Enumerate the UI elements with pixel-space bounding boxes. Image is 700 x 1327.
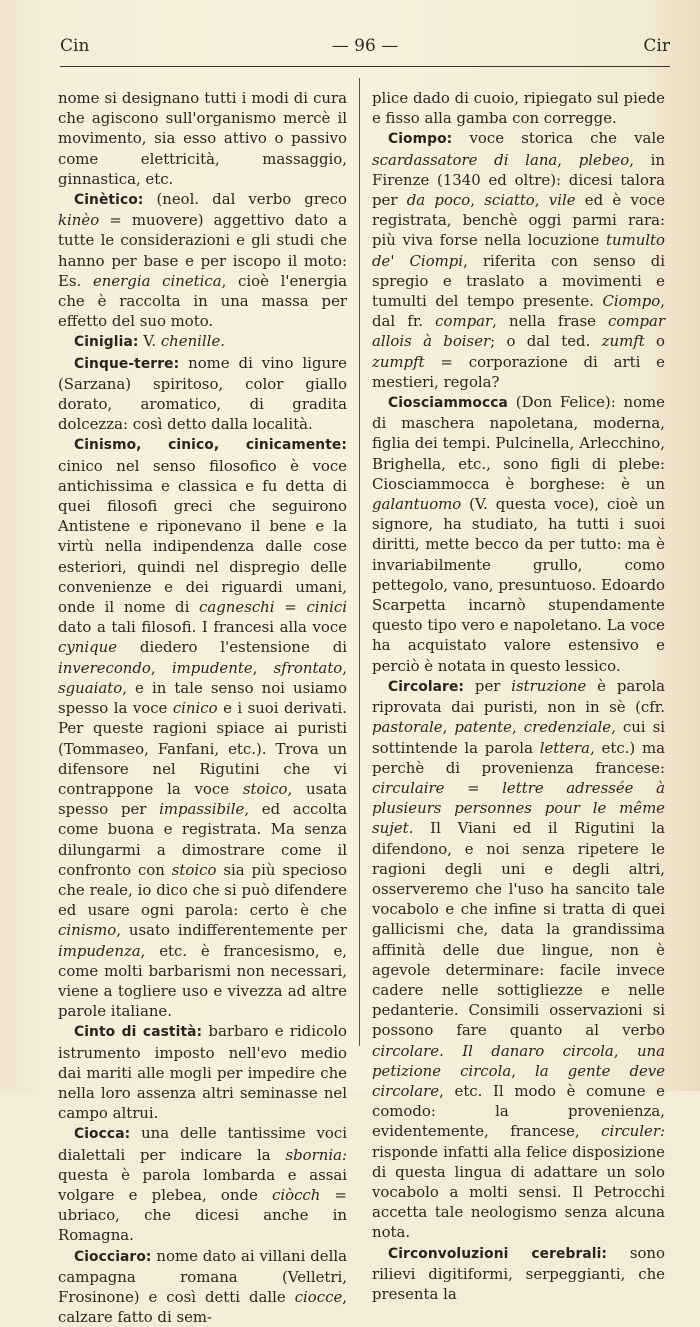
- dictionary-entry: [58, 1123, 347, 1245]
- entry-text: (neol. dal verbo greco: [143, 190, 347, 209]
- dictionary-entry: [58, 434, 347, 1021]
- italic-term: energia cinetica: [92, 271, 222, 290]
- entry-headword: Cinismo, cinico, cinicamente:: [74, 437, 347, 454]
- entry-text: o: [644, 332, 666, 351]
- dictionary-entry: [58, 88, 347, 189]
- entry-text: sono rilievi digitiformi, serpeggianti, che presenta la: [372, 1243, 665, 1303]
- entry-text: ,: [511, 718, 524, 737]
- entry-headword: Cinto di castità:: [74, 1024, 203, 1041]
- entry-text: ed è voce registrata, benchè oggi parmi rara: più viva forse nella locuzione: [372, 191, 666, 250]
- entry-text: ,: [442, 718, 455, 737]
- dictionary-entry: [372, 128, 665, 392]
- entry-headword: Ciosciammocca: [388, 395, 508, 412]
- entry-text: V.: [138, 332, 161, 351]
- italic-term: cinici: [306, 598, 348, 617]
- entry-text: , etc.) ma perchè di provenienza francese:: [372, 738, 665, 777]
- entry-text: ,: [470, 191, 485, 210]
- entry-headword: Circolare:: [388, 678, 465, 695]
- entry-headword: Cinètico:: [74, 192, 144, 209]
- italic-term: Ciompo: [602, 292, 661, 311]
- entry-text: voce storica che vale: [452, 129, 665, 148]
- italic-term: impassibile: [159, 800, 245, 819]
- entry-text: nome di vino ligure (Sarzana) spiritoso, color giallo dorato, aromatico, di gradita dolcezza: così detto dalla località.: [58, 353, 347, 434]
- entry-text: = ubriaco, che dicesi anche in Romagna.: [58, 1185, 348, 1245]
- italic-term: cynique: [58, 638, 118, 657]
- italic-term: sciatto: [484, 191, 535, 210]
- italic-term: patente: [454, 718, 512, 737]
- italic-term: circulaire: [372, 778, 445, 797]
- entry-text: questa è parola lombarda e assai volgare e plebea, onde: [58, 1165, 347, 1204]
- italic-term: una petizione circola: [372, 1041, 666, 1080]
- italic-term: circuler:: [601, 1122, 665, 1141]
- italic-term: credenziale: [523, 718, 612, 737]
- entry-headword: Ciocca:: [74, 1126, 131, 1143]
- entry-text: ,: [534, 191, 549, 210]
- italic-term: cinico: [172, 699, 218, 718]
- italic-term: ciòcch: [272, 1185, 321, 1204]
- left-column: [58, 88, 347, 1327]
- entry-text: una delle tantissime voci dialettali per indicare la: [58, 1124, 347, 1164]
- dictionary-entry: [372, 1243, 665, 1305]
- entry-text: Il Viani ed il Rigutini la difendono, e noi senza ripetere le ragioni degli uni e degli altri, osserveremo che l'uso ha sancito tale vocabolo e che infine si tratta di quei gallicismi che, data la grandissima affinità delle due lingue, non è agevole determinare: facile invece cadere nelle sottigliezze e nelle pedanterie. Consimili osservazioni si possono fare quanto al verbo: [372, 819, 665, 1040]
- dictionary-entry: [58, 353, 347, 435]
- italic-term: sfrontato: [273, 658, 343, 677]
- entry-headword: Ciompo:: [388, 131, 453, 148]
- italic-term: compar: [435, 312, 493, 331]
- entry-headword: Ciocciaro:: [74, 1248, 152, 1265]
- page-number: — 96 —: [331, 36, 399, 56]
- entry-text: cinico nel senso filosofico è voce antichissima e classica e fu detta di quei filosofi greci che seguirono Antistene e riponevano il bene e la virtù nella indipendenza dalle cose esteriori, quindi nel dispregio delle convenienze e dei riguardi umani, onde il nome di: [58, 456, 347, 617]
- italic-term: cinismo: [58, 921, 117, 940]
- italic-term: scardassatore di lana: [372, 150, 558, 169]
- entry-text: risponde infatti alla felice disposizione di questa lingua di adattare un solo vocabolo a molti sensi. Il Petrocchi accetta tale neologismo senza alcuna nota.: [372, 1142, 665, 1242]
- italic-term: chenille.: [160, 332, 225, 351]
- entry-text: dato a tali filosofi. I francesi alla voce: [58, 618, 347, 637]
- running-header: [60, 36, 670, 58]
- italic-term: pastorale: [372, 718, 443, 737]
- italic-term: inverecondo: [58, 658, 151, 677]
- entry-text: =: [444, 778, 503, 797]
- italic-term: da poco: [406, 191, 471, 210]
- entry-text: nome si designano tutti i modi di cura che agiscono sull'organismo mercè il movimento, sia esso attivo o passivo come elettricità, massaggio, ginnastica, etc.: [58, 89, 347, 188]
- entry-text: , etc. è francesismo, e, come molti barbarismi non necessari, viene a togliere uso e vivezza ad altre parole italiane.: [58, 941, 347, 1021]
- entry-text: barbaro e ridicolo istrumento imposto nell'evo medio dai mariti alle mogli per impedire che nella loro assenza altri seminasse nel campo altrui.: [58, 1022, 347, 1123]
- entry-text: , usato indifferentemente per: [116, 921, 347, 940]
- entry-text: diedero l'estensione di: [117, 638, 347, 657]
- italic-term: sbornia:: [285, 1145, 347, 1164]
- entry-text: ,: [613, 1041, 637, 1060]
- italic-term: stoico: [171, 860, 217, 879]
- entry-text: , in Firenze (1340 ed oltre): dicesi talora per: [372, 150, 666, 210]
- italic-term: zumft: [601, 332, 645, 351]
- italic-term: plebeo: [578, 150, 630, 169]
- dictionary-entry: [372, 392, 665, 676]
- entry-text: sia più specioso che reale, io dico che si può difendere ed usare ogni parola: certo è che: [58, 860, 348, 920]
- entry-text: ,: [342, 658, 347, 677]
- entry-text: =: [274, 598, 307, 617]
- entry-text: ,: [150, 658, 172, 677]
- entry-text: ,: [511, 1061, 536, 1080]
- italic-term: la gente deve circolare: [372, 1061, 666, 1100]
- entry-text: (Don Felice): nome di maschera napoletana, moderna, figlia dei tempi. Pulcinella, Arlecchino, Brighella, etc., sono figli di plebe: Ciosciammocca è borghese: è un: [372, 393, 665, 493]
- italic-term: lettre adressée à plusieurs personnes pour le même sujet.: [372, 778, 665, 838]
- entry-text: ,: [557, 150, 579, 169]
- dictionary-entry: [372, 676, 665, 1243]
- dictionary-entry: [58, 1246, 347, 1327]
- header-rule: [60, 66, 670, 67]
- italic-term: lettera: [539, 738, 591, 757]
- entry-headword: Cinque-terre:: [74, 355, 180, 372]
- italic-term: stoico: [242, 779, 288, 798]
- italic-term: kinèo: [58, 211, 100, 230]
- italic-term: circolare: [372, 1041, 440, 1060]
- italic-term: compar allois à boiser: [372, 312, 665, 351]
- column-separator: [359, 78, 360, 1046]
- entry-text: , cui si sottintende la parola: [372, 718, 666, 757]
- italic-term: cagneschi: [199, 598, 275, 617]
- italic-term: tumulto de' Ciompi: [372, 231, 665, 270]
- entry-text: nome dato ai villani della campagna romana (Velletri, Frosinone) e così detti dalle: [58, 1246, 347, 1306]
- right-column: [372, 88, 665, 1304]
- entry-text: = muovere) aggettivo dato a tutte le considerazioni e gli studi che hanno per base e per iscopo il moto: Es.: [58, 211, 347, 290]
- dictionary-entry: [372, 88, 665, 128]
- italic-term: impudente: [171, 658, 253, 677]
- italic-term: galantuomo: [372, 495, 462, 514]
- entry-text: , cioè l'energia che è raccolta in una massa per effetto del suo moto.: [58, 271, 347, 331]
- dictionary-entry: [58, 1021, 347, 1123]
- entry-text: , dal fr.: [372, 292, 665, 331]
- entry-text: e i suoi derivati. Per queste ragioni spiace ai puristi (Tommaseo, Fanfani, etc.). Trova un difensore nel Rigutini che vi contrappone la voce: [58, 699, 348, 798]
- entry-text: ; o dal ted.: [490, 332, 602, 351]
- dictionary-entry: [58, 189, 347, 331]
- italic-term: ciocce: [294, 1287, 343, 1306]
- header-left-guideword: Cin: [60, 36, 90, 56]
- italic-term: impudenza: [58, 941, 141, 960]
- entry-text: = corporazione di arti e mestieri, regola?: [372, 352, 665, 391]
- dictionary-entry: [58, 331, 347, 352]
- entry-text: , usata spesso per: [58, 779, 347, 819]
- italic-term: Il danaro circola: [462, 1041, 614, 1060]
- italic-term: zumpft: [372, 352, 425, 371]
- italic-term: sguaiato: [58, 678, 123, 697]
- entry-text: , ed accolta come buona e registrata. Ma senza dilungarmi a dimostrare come il confronto con: [58, 800, 347, 879]
- entry-text: plice dado di cuoio, ripiegato sul piede e fisso alla gamba con corregge.: [372, 89, 665, 128]
- entry-text: , calzare fatto di sem-: [58, 1287, 347, 1327]
- entry-text: , e in tale senso noi usiamo spesso la voce: [58, 678, 347, 718]
- header-right-guideword: Cir: [643, 36, 670, 56]
- entry-headword: Ciniglia:: [74, 334, 139, 351]
- italic-term: vile: [548, 191, 576, 210]
- entry-text: è parola riprovata dai puristi, non in sè (cfr.: [372, 676, 665, 717]
- entry-text: , nella frase: [492, 312, 609, 331]
- entry-text: , etc. Il modo è comune e comodo: la provenienza, evidentemente, francese,: [372, 1081, 665, 1141]
- entry-headword: Circonvoluzioni cerebrali:: [388, 1245, 608, 1262]
- entry-text: .: [439, 1041, 463, 1060]
- entry-text: per: [464, 676, 512, 695]
- entry-text: , riferita con senso di spregio e traslato a movimenti e tumulti del tempo presente.: [372, 251, 665, 311]
- italic-term: istruzione: [511, 676, 587, 695]
- entry-text: ,: [252, 658, 274, 677]
- entry-text: (V. questa voce), cioè un signore, ha studiato, ha tutti i suoi diritti, mette becco da per tutto: ma è invariabilmente grullo, como pettegolo, vano, presuntuoso. Edoardo Scarpetta incarnò stupendamente questo tipo vero e napoletano. La voce ha acquistato valore estensivo e perciò è notata in questo lessico.: [372, 495, 665, 675]
